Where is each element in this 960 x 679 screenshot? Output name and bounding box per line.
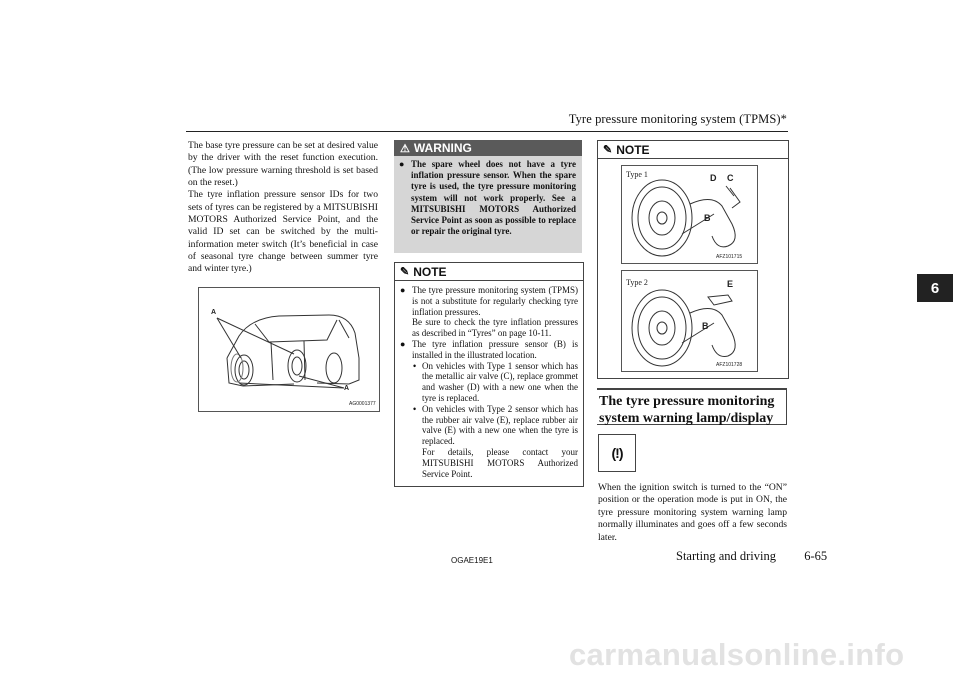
wheel-illustration — [622, 166, 757, 263]
section-title: The tyre pressure monitoring system warning lamp/display — [597, 388, 787, 425]
chapter-tab: 6 — [917, 274, 953, 302]
sub-bullet-icon: • — [413, 360, 417, 371]
paragraph: The tyre inflation pressure sensor IDs for two sets of tyres can be registered by a MITSUBISHI MOTORS Authorized Service Point, and the valid ID set can be switched by the multi-information meter switch (It’s beneficial in case of seasonal tyre change between summer tyre and winter tyre.) — [188, 189, 378, 275]
note-item-text: The tyre inflation pressure sensor (B) is installed in the illustrated location. — [412, 338, 578, 360]
note-icon: ✎ — [400, 266, 410, 278]
note-title: NOTE — [616, 142, 650, 157]
label-c: C — [727, 173, 734, 183]
warning-box — [394, 140, 582, 253]
note-heading — [598, 141, 788, 159]
note-body — [395, 281, 583, 479]
car-illustration — [199, 288, 379, 411]
type1-sensor-figure — [621, 165, 758, 264]
section-body — [598, 482, 787, 544]
label-d: D — [710, 173, 717, 183]
label-a: A — [211, 309, 217, 316]
note-item — [400, 285, 578, 339]
tpms-warning-icon: (!) — [611, 445, 623, 461]
tpms-lamp-box — [598, 434, 636, 472]
note-icon: ✎ — [603, 144, 613, 156]
warning-heading — [394, 140, 582, 156]
note-figures-box — [597, 140, 789, 379]
paragraph: The base tyre pressure can be set at desired value by the driver with the reset function execution. (The low pressure warning threshold is set based on the reset.) — [188, 140, 378, 189]
label-e: E — [727, 279, 734, 289]
figure-code: AG0001377 — [349, 401, 376, 407]
type2-sensor-figure — [621, 270, 758, 372]
warning-body — [394, 156, 582, 237]
warning-text: The spare wheel does not have a tyre inflation pressure sensor. When the spare tyre is used, the tyre pressure monitoring system will not work properly. See a MITSUBISHI MOTORS Authorized Service Point as soon as possible to replace or repair the original tyre. — [411, 159, 576, 237]
type1-label: Type 1 — [626, 170, 648, 179]
paragraph: When the ignition switch is turned to the “ON” position or the operation mode is put in ON, the tyre pressure monitoring system warning lamp normally illuminates and goes off a few seconds later. — [598, 482, 787, 543]
footer-section — [676, 549, 827, 564]
left-column-text — [188, 140, 378, 276]
bullet-icon: ● — [399, 159, 405, 169]
watermark: carmanualsonline.info — [569, 637, 905, 672]
running-header: Tyre pressure monitoring system (TPMS)* — [568, 112, 787, 126]
bullet-icon: ● — [400, 338, 406, 349]
note-box — [394, 262, 584, 487]
note-sub-item — [412, 404, 578, 480]
header-rule — [186, 131, 788, 132]
note-sub-text: On vehicles with Type 1 sensor which has the metallic air valve (C), replace grommet and washer (D) with a new one when the tyre is replaced. — [422, 360, 578, 403]
page-number: 6-65 — [804, 549, 828, 563]
bullet-icon: ● — [400, 285, 406, 295]
label-b: B — [704, 213, 711, 223]
label-a: A — [344, 385, 350, 392]
warning-title: WARNING — [413, 141, 472, 155]
figure-code: AFZ101715 — [716, 254, 743, 260]
sub-bullet-icon: • — [413, 403, 417, 414]
label-b: B — [702, 321, 709, 331]
note-item-extra: Be sure to check the tyre inflation pressures as described in “Tyres” on page 10-11. — [412, 317, 578, 339]
note-sub-item — [412, 361, 578, 404]
footer-section-name: Starting and driving — [676, 549, 776, 563]
car-sensor-figure — [198, 287, 380, 412]
note-item-text: The tyre pressure monitoring system (TPMS) is not a substitute for regularly checking tyre inflation pressures. — [412, 285, 578, 317]
note-sub-extra: For details, please contact your MITSUBISHI MOTORS Authorized Service Point. — [422, 446, 578, 479]
note-item — [400, 338, 578, 479]
note-title: NOTE — [413, 264, 447, 279]
figure-code: AFZ101728 — [716, 362, 743, 368]
document-code: OGAE19E1 — [451, 556, 493, 565]
note-sub-text: On vehicles with Type 2 sensor which has the rubber air valve (E), replace rubber air valve (E) with a new one when the tyre is replaced. — [422, 403, 578, 447]
warning-icon: ⚠ — [400, 142, 410, 155]
note-heading — [395, 263, 583, 281]
type2-label: Type 2 — [626, 278, 648, 287]
